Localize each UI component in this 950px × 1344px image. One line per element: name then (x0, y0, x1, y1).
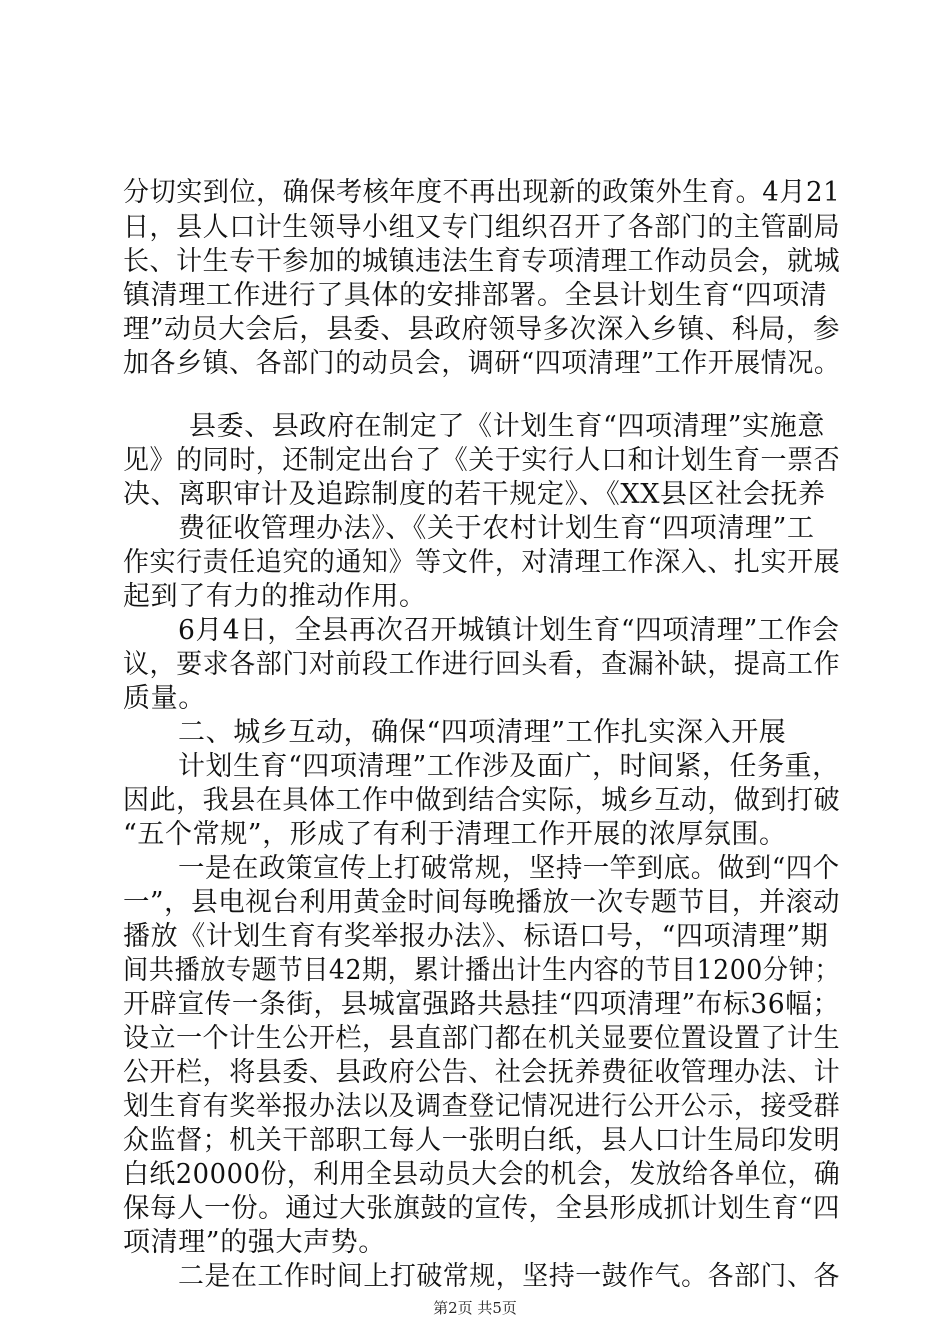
text-line: 起到了有力的推动作用。 (123, 581, 427, 612)
text-line: 见》的同时，还制定出台了《关于实行人口和计划生育一票否 (123, 445, 841, 476)
text-line: 日，县人口计生领导小组又专门组织召开了各部门的主管副局 (123, 212, 841, 243)
text-line: “五个常规”，形成了有利于清理工作开展的浓厚氛围。 (123, 819, 787, 850)
text-line: 理”动员大会后，县委、县政府领导多次深入乡镇、科局，参 (123, 314, 841, 345)
text-line: 议，要求各部门对前段工作进行回头看，查漏补缺，提高工作 (123, 649, 841, 680)
text-line: 划生育有奖举报办法以及调查登记情况进行公开公示，接受群 (123, 1091, 841, 1122)
text-line: 加各乡镇、各部门的动员会，调研“四项清理”工作开展情况。 (123, 348, 841, 379)
text-line: 保每人一份。通过大张旗鼓的宣传，全县形成抓计划生育“四 (123, 1193, 841, 1224)
text-line: 众监督；机关干部职工每人一张明白纸，县人口计生局印发明 (123, 1125, 841, 1156)
text-line: 白纸20000份，利用全县动员大会的机会，发放给各单位，确 (123, 1159, 841, 1190)
text-line: 质量。 (123, 683, 206, 714)
text-line: 一”，县电视台利用黄金时间每晚播放一次专题节目，并滚动 (123, 887, 841, 918)
page-number-footer: 第2页 共5页 (433, 1299, 517, 1317)
text-line: 公开栏，将县委、县政府公告、社会抚养费征收管理办法、计 (123, 1057, 841, 1088)
text-line: 一是在政策宣传上打破常规，坚持一竿到底。做到“四个 (178, 853, 840, 884)
text-line: 设立一个计生公开栏，县直部门都在机关显要位置设置了计生 (123, 1023, 841, 1054)
text-line: 县委、县政府在制定了《计划生育“四项清理”实施意 (189, 411, 826, 442)
text-line: 决、离职审计及追踪制度的若干规定》、《XX县区社会抚养 (123, 479, 826, 510)
text-line: 项清理”的强大声势。 (123, 1227, 386, 1258)
text-line: 分切实到位，确保考核年度不再出现新的政策外生育。4月21 (123, 177, 841, 208)
text-line: 因此，我县在具体工作中做到结合实际，城乡互动，做到打破 (123, 785, 841, 816)
text-line: 费征收管理办法》、《关于农村计划生育“四项清理”工 (178, 513, 815, 544)
text-line: 开辟宣传一条街，县城富强路共悬挂“四项清理”布标36幅； (123, 989, 840, 1020)
text-line: 计划生育“四项清理”工作涉及面广，时间紧，任务重， (178, 751, 840, 782)
text-line: 间共播放专题节目42期，累计播出计生内容的节目1200分钟； (123, 955, 841, 986)
text-line: 长、计生专干参加的城镇违法生育专项清理工作动员会，就城 (123, 246, 841, 277)
text-line: 6月4日，全县再次召开城镇计划生育“四项清理”工作会 (178, 615, 840, 646)
text-line: 二是在工作时间上打破常规，坚持一鼓作气。各部门、各 (178, 1261, 840, 1292)
text-line: 作实行责任追究的通知》等文件，对清理工作深入、扎实开展 (123, 547, 841, 578)
text-line: 镇清理工作进行了具体的安排部署。全县计划生育“四项清 (123, 280, 828, 311)
text-line: 播放《计划生育有奖举报办法》、标语口号，“四项清理”期 (123, 921, 829, 952)
section-heading: 二、城乡互动，确保“四项清理”工作扎实深入开展 (178, 717, 787, 748)
